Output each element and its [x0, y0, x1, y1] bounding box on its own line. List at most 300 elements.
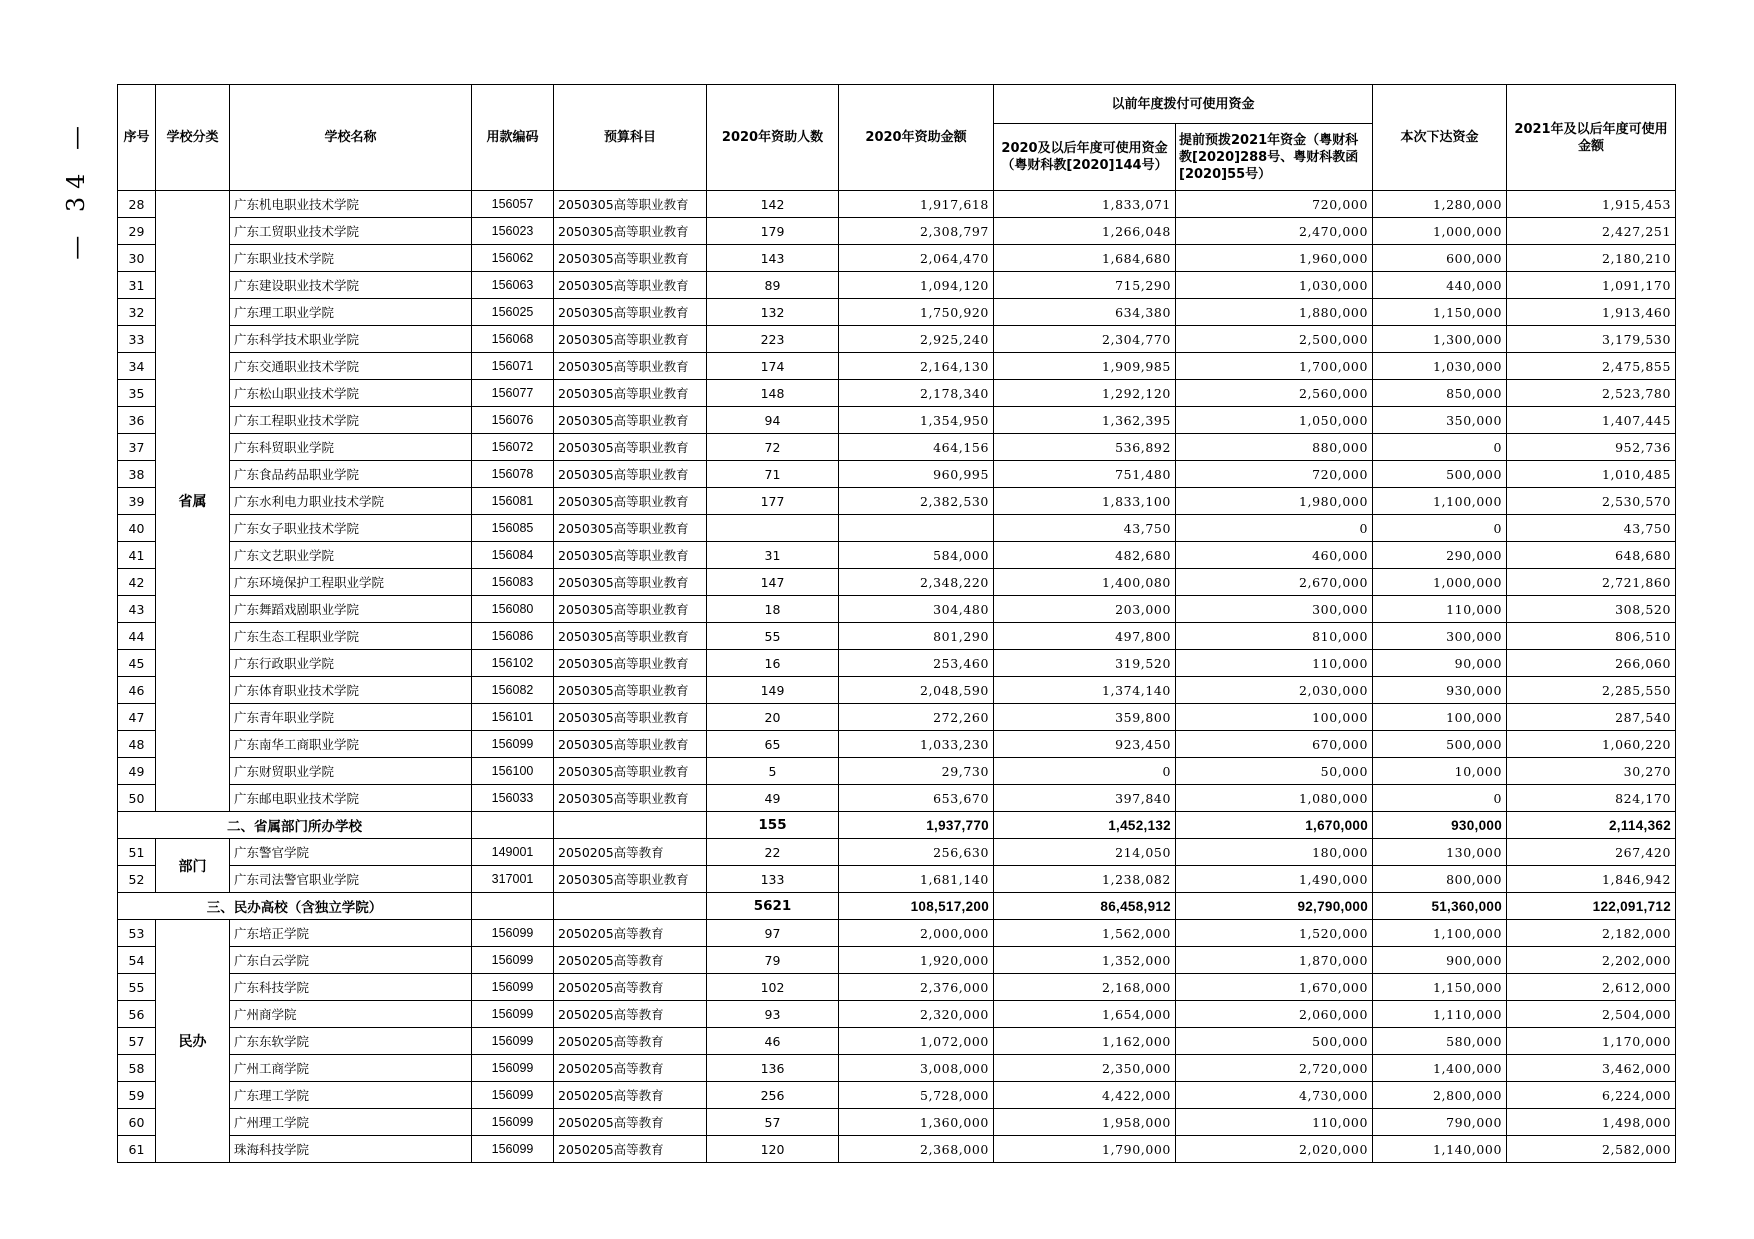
current-cell: 1,150,000 — [1373, 974, 1507, 1001]
future-cell: 2,182,000 — [1507, 920, 1676, 947]
school-name-cell: 广东南华工商职业学院 — [230, 731, 472, 758]
code-cell: 156062 — [472, 245, 554, 272]
amount-cell: 801,290 — [839, 623, 994, 650]
prior-a-cell: 715,290 — [994, 272, 1176, 299]
prior-a-cell: 4,422,000 — [994, 1082, 1176, 1109]
seq-cell: 58 — [118, 1055, 156, 1082]
amount-cell: 1,354,950 — [839, 407, 994, 434]
table-row — [118, 920, 1676, 947]
prior-a-cell: 1,362,395 — [994, 407, 1176, 434]
amount-cell: 2,376,000 — [839, 974, 994, 1001]
table-row — [118, 839, 1676, 866]
amount-cell: 2,382,530 — [839, 488, 994, 515]
seq-cell: 50 — [118, 785, 156, 812]
current-cell: 0 — [1373, 515, 1507, 542]
prior-a-cell: 1,958,000 — [994, 1109, 1176, 1136]
subtotal-prior-a: 1,452,132 — [994, 812, 1176, 839]
prior-a-cell: 536,892 — [994, 434, 1176, 461]
seq-cell: 48 — [118, 731, 156, 758]
future-cell: 2,202,000 — [1507, 947, 1676, 974]
people-cell: 22 — [707, 839, 839, 866]
people-cell: 179 — [707, 218, 839, 245]
prior-b-cell: 1,980,000 — [1176, 488, 1373, 515]
future-cell: 1,913,460 — [1507, 299, 1676, 326]
people-cell: 49 — [707, 785, 839, 812]
people-cell: 143 — [707, 245, 839, 272]
prior-b-cell: 880,000 — [1176, 434, 1373, 461]
category-cell: 省属 — [156, 191, 230, 812]
school-name-cell: 珠海科技学院 — [230, 1136, 472, 1163]
subtotal-current: 51,360,000 — [1373, 893, 1507, 920]
future-cell: 2,530,570 — [1507, 488, 1676, 515]
table-row — [118, 596, 1676, 623]
subtotal-amount: 1,937,770 — [839, 812, 994, 839]
seq-cell: 39 — [118, 488, 156, 515]
table-row — [118, 353, 1676, 380]
prior-b-cell: 1,080,000 — [1176, 785, 1373, 812]
code-cell: 156071 — [472, 353, 554, 380]
current-cell: 1,400,000 — [1373, 1055, 1507, 1082]
seq-cell: 55 — [118, 974, 156, 1001]
header-code: 用款编码 — [472, 85, 554, 191]
prior-a-cell: 1,562,000 — [994, 920, 1176, 947]
seq-cell: 30 — [118, 245, 156, 272]
prior-b-cell: 2,560,000 — [1176, 380, 1373, 407]
current-cell: 350,000 — [1373, 407, 1507, 434]
seq-cell: 56 — [118, 1001, 156, 1028]
current-cell: 600,000 — [1373, 245, 1507, 272]
subject-cell: 2050205高等教育 — [554, 1136, 707, 1163]
prior-a-cell: 2,350,000 — [994, 1055, 1176, 1082]
current-cell: 580,000 — [1373, 1028, 1507, 1055]
code-cell: 156101 — [472, 704, 554, 731]
code-cell: 156082 — [472, 677, 554, 704]
amount-cell: 2,064,470 — [839, 245, 994, 272]
prior-b-cell: 1,960,000 — [1176, 245, 1373, 272]
prior-a-cell: 1,684,680 — [994, 245, 1176, 272]
code-cell: 156083 — [472, 569, 554, 596]
people-cell: 55 — [707, 623, 839, 650]
people-cell: 136 — [707, 1055, 839, 1082]
category-cell: 民办 — [156, 920, 230, 1163]
subject-cell: 2050305高等职业教育 — [554, 488, 707, 515]
amount-cell: 2,308,797 — [839, 218, 994, 245]
subject-cell: 2050205高等教育 — [554, 1001, 707, 1028]
seq-cell: 52 — [118, 866, 156, 893]
code-cell: 156100 — [472, 758, 554, 785]
seq-cell: 37 — [118, 434, 156, 461]
subject-cell: 2050205高等教育 — [554, 974, 707, 1001]
code-cell: 156033 — [472, 785, 554, 812]
current-cell: 90,000 — [1373, 650, 1507, 677]
subject-cell: 2050305高等职业教育 — [554, 758, 707, 785]
school-name-cell: 广东培正学院 — [230, 920, 472, 947]
seq-cell: 28 — [118, 191, 156, 218]
code-cell: 156076 — [472, 407, 554, 434]
prior-a-cell: 497,800 — [994, 623, 1176, 650]
people-cell: 5 — [707, 758, 839, 785]
prior-b-cell: 4,730,000 — [1176, 1082, 1373, 1109]
table-row — [118, 650, 1676, 677]
future-cell: 266,060 — [1507, 650, 1676, 677]
future-cell: 30,270 — [1507, 758, 1676, 785]
people-cell: 147 — [707, 569, 839, 596]
future-cell: 1,091,170 — [1507, 272, 1676, 299]
header-amount-2020: 2020年资助金额 — [839, 85, 994, 191]
current-cell: 110,000 — [1373, 596, 1507, 623]
table-row — [118, 731, 1676, 758]
prior-b-cell: 180,000 — [1176, 839, 1373, 866]
seq-cell: 41 — [118, 542, 156, 569]
amount-cell: 2,048,590 — [839, 677, 994, 704]
subtotal-current: 930,000 — [1373, 812, 1507, 839]
seq-cell: 54 — [118, 947, 156, 974]
header-row-1 — [118, 85, 1676, 124]
seq-cell: 40 — [118, 515, 156, 542]
current-cell: 0 — [1373, 785, 1507, 812]
school-name-cell: 广州商学院 — [230, 1001, 472, 1028]
prior-b-cell: 2,670,000 — [1176, 569, 1373, 596]
code-cell: 156023 — [472, 218, 554, 245]
amount-cell: 253,460 — [839, 650, 994, 677]
amount-cell: 1,750,920 — [839, 299, 994, 326]
prior-b-cell: 0 — [1176, 515, 1373, 542]
people-cell: 148 — [707, 380, 839, 407]
code-cell: 156080 — [472, 596, 554, 623]
subtotal-code — [472, 812, 554, 839]
people-cell: 89 — [707, 272, 839, 299]
people-cell: 133 — [707, 866, 839, 893]
prior-a-cell: 1,374,140 — [994, 677, 1176, 704]
seq-cell: 57 — [118, 1028, 156, 1055]
prior-b-cell: 110,000 — [1176, 650, 1373, 677]
code-cell: 156086 — [472, 623, 554, 650]
header-current: 本次下达资金 — [1373, 85, 1507, 191]
current-cell: 130,000 — [1373, 839, 1507, 866]
future-cell: 2,582,000 — [1507, 1136, 1676, 1163]
subtotal-future: 2,114,362 — [1507, 812, 1676, 839]
amount-cell: 5,728,000 — [839, 1082, 994, 1109]
school-name-cell: 广东水利电力职业技术学院 — [230, 488, 472, 515]
amount-cell: 653,670 — [839, 785, 994, 812]
subtotal-people: 155 — [707, 812, 839, 839]
prior-a-cell: 214,050 — [994, 839, 1176, 866]
subject-cell: 2050205高等教育 — [554, 947, 707, 974]
school-name-cell: 广东财贸职业学院 — [230, 758, 472, 785]
table-row — [118, 434, 1676, 461]
school-name-cell: 广东司法警官职业学院 — [230, 866, 472, 893]
prior-b-cell: 1,870,000 — [1176, 947, 1373, 974]
seq-cell: 42 — [118, 569, 156, 596]
seq-cell: 33 — [118, 326, 156, 353]
subtotal-amount: 108,517,200 — [839, 893, 994, 920]
subtotal-future: 122,091,712 — [1507, 893, 1676, 920]
people-cell: 79 — [707, 947, 839, 974]
current-cell: 1,300,000 — [1373, 326, 1507, 353]
prior-a-cell: 319,520 — [994, 650, 1176, 677]
header-prior-a: 2020及以后年度可使用资金（粤财科教[2020]144号） — [994, 124, 1176, 191]
subtotal-row — [118, 893, 1676, 920]
code-cell: 156099 — [472, 1082, 554, 1109]
current-cell: 1,000,000 — [1373, 569, 1507, 596]
people-cell — [707, 515, 839, 542]
amount-cell: 2,164,130 — [839, 353, 994, 380]
future-cell: 267,420 — [1507, 839, 1676, 866]
prior-b-cell: 2,500,000 — [1176, 326, 1373, 353]
people-cell: 149 — [707, 677, 839, 704]
amount-cell: 1,681,140 — [839, 866, 994, 893]
prior-b-cell: 1,700,000 — [1176, 353, 1373, 380]
future-cell: 2,612,000 — [1507, 974, 1676, 1001]
people-cell: 256 — [707, 1082, 839, 1109]
subtotal-label: 二、省属部门所办学校 — [118, 812, 472, 839]
current-cell: 900,000 — [1373, 947, 1507, 974]
seq-cell: 61 — [118, 1136, 156, 1163]
code-cell: 156063 — [472, 272, 554, 299]
prior-b-cell: 2,060,000 — [1176, 1001, 1373, 1028]
subject-cell: 2050305高等职业教育 — [554, 731, 707, 758]
future-cell: 3,179,530 — [1507, 326, 1676, 353]
people-cell: 72 — [707, 434, 839, 461]
subtotal-people: 5621 — [707, 893, 839, 920]
people-cell: 93 — [707, 1001, 839, 1028]
prior-a-cell: 0 — [994, 758, 1176, 785]
prior-a-cell: 1,909,985 — [994, 353, 1176, 380]
prior-b-cell: 110,000 — [1176, 1109, 1373, 1136]
amount-cell: 1,094,120 — [839, 272, 994, 299]
prior-a-cell: 923,450 — [994, 731, 1176, 758]
people-cell: 174 — [707, 353, 839, 380]
current-cell: 500,000 — [1373, 461, 1507, 488]
current-cell: 10,000 — [1373, 758, 1507, 785]
school-name-cell: 广东生态工程职业学院 — [230, 623, 472, 650]
subtotal-subject — [554, 893, 707, 920]
seq-cell: 49 — [118, 758, 156, 785]
future-cell: 2,504,000 — [1507, 1001, 1676, 1028]
people-cell: 65 — [707, 731, 839, 758]
school-name-cell: 广东青年职业学院 — [230, 704, 472, 731]
school-name-cell: 广东邮电职业技术学院 — [230, 785, 472, 812]
people-cell: 71 — [707, 461, 839, 488]
category-cell: 部门 — [156, 839, 230, 893]
future-cell: 806,510 — [1507, 623, 1676, 650]
people-cell: 177 — [707, 488, 839, 515]
code-cell: 156099 — [472, 1136, 554, 1163]
school-name-cell: 广东职业技术学院 — [230, 245, 472, 272]
subject-cell: 2050305高等职业教育 — [554, 299, 707, 326]
table-row — [118, 1082, 1676, 1109]
prior-a-cell: 1,654,000 — [994, 1001, 1176, 1028]
prior-b-cell: 100,000 — [1176, 704, 1373, 731]
future-cell: 2,285,550 — [1507, 677, 1676, 704]
amount-cell: 2,178,340 — [839, 380, 994, 407]
amount-cell: 3,008,000 — [839, 1055, 994, 1082]
code-cell: 317001 — [472, 866, 554, 893]
prior-a-cell: 397,840 — [994, 785, 1176, 812]
future-cell: 1,170,000 — [1507, 1028, 1676, 1055]
seq-cell: 38 — [118, 461, 156, 488]
subject-cell: 2050305高等职业教育 — [554, 326, 707, 353]
people-cell: 94 — [707, 407, 839, 434]
school-name-cell: 广州工商学院 — [230, 1055, 472, 1082]
seq-cell: 59 — [118, 1082, 156, 1109]
table-row — [118, 461, 1676, 488]
future-cell: 1,498,000 — [1507, 1109, 1676, 1136]
school-name-cell: 广东东软学院 — [230, 1028, 472, 1055]
table-row — [118, 245, 1676, 272]
subtotal-prior-b: 1,670,000 — [1176, 812, 1373, 839]
current-cell: 850,000 — [1373, 380, 1507, 407]
prior-b-cell: 720,000 — [1176, 191, 1373, 218]
current-cell: 2,800,000 — [1373, 1082, 1507, 1109]
current-cell: 1,140,000 — [1373, 1136, 1507, 1163]
header-prior-group: 以前年度拨付可使用资金 — [994, 85, 1373, 124]
school-name-cell: 广东科学技术职业学院 — [230, 326, 472, 353]
people-cell: 102 — [707, 974, 839, 1001]
prior-a-cell: 359,800 — [994, 704, 1176, 731]
prior-b-cell: 1,030,000 — [1176, 272, 1373, 299]
prior-b-cell: 810,000 — [1176, 623, 1373, 650]
school-name-cell: 广东舞蹈戏剧职业学院 — [230, 596, 472, 623]
table-row — [118, 1028, 1676, 1055]
current-cell: 300,000 — [1373, 623, 1507, 650]
prior-a-cell: 43,750 — [994, 515, 1176, 542]
prior-a-cell: 1,833,100 — [994, 488, 1176, 515]
future-cell: 952,736 — [1507, 434, 1676, 461]
prior-b-cell: 500,000 — [1176, 1028, 1373, 1055]
current-cell: 1,110,000 — [1373, 1001, 1507, 1028]
current-cell: 930,000 — [1373, 677, 1507, 704]
current-cell: 500,000 — [1373, 731, 1507, 758]
future-cell: 2,721,860 — [1507, 569, 1676, 596]
subject-cell: 2050205高等教育 — [554, 1055, 707, 1082]
prior-a-cell: 2,304,770 — [994, 326, 1176, 353]
subject-cell: 2050305高等职业教育 — [554, 461, 707, 488]
current-cell: 1,030,000 — [1373, 353, 1507, 380]
seq-cell: 34 — [118, 353, 156, 380]
school-name-cell: 广东理工学院 — [230, 1082, 472, 1109]
school-name-cell: 广东环境保护工程职业学院 — [230, 569, 472, 596]
subject-cell: 2050305高等职业教育 — [554, 353, 707, 380]
header-category: 学校分类 — [156, 85, 230, 191]
people-cell: 142 — [707, 191, 839, 218]
prior-a-cell: 1,833,071 — [994, 191, 1176, 218]
school-name-cell: 广东文艺职业学院 — [230, 542, 472, 569]
school-name-cell: 广东行政职业学院 — [230, 650, 472, 677]
prior-b-cell: 1,670,000 — [1176, 974, 1373, 1001]
school-name-cell: 广东女子职业技术学院 — [230, 515, 472, 542]
table-row — [118, 326, 1676, 353]
current-cell: 1,000,000 — [1373, 218, 1507, 245]
subject-cell: 2050305高等职业教育 — [554, 380, 707, 407]
future-cell: 648,680 — [1507, 542, 1676, 569]
header-school: 学校名称 — [230, 85, 472, 191]
prior-a-cell: 634,380 — [994, 299, 1176, 326]
amount-cell: 1,033,230 — [839, 731, 994, 758]
amount-cell: 256,630 — [839, 839, 994, 866]
seq-cell: 53 — [118, 920, 156, 947]
header-prior-b: 提前预拨2021年资金（粤财科教[2020]288号、粤财科教函[2020]55号） — [1176, 124, 1373, 191]
seq-cell: 60 — [118, 1109, 156, 1136]
prior-b-cell: 2,720,000 — [1176, 1055, 1373, 1082]
seq-cell: 29 — [118, 218, 156, 245]
code-cell: 156099 — [472, 1001, 554, 1028]
future-cell: 1,060,220 — [1507, 731, 1676, 758]
code-cell: 156099 — [472, 731, 554, 758]
seq-cell: 46 — [118, 677, 156, 704]
future-cell: 308,520 — [1507, 596, 1676, 623]
table-row — [118, 515, 1676, 542]
people-cell: 57 — [707, 1109, 839, 1136]
code-cell: 156025 — [472, 299, 554, 326]
header-subject: 预算科目 — [554, 85, 707, 191]
people-cell: 132 — [707, 299, 839, 326]
school-name-cell: 广东交通职业技术学院 — [230, 353, 472, 380]
prior-a-cell: 1,266,048 — [994, 218, 1176, 245]
amount-cell: 1,072,000 — [839, 1028, 994, 1055]
amount-cell: 2,320,000 — [839, 1001, 994, 1028]
table-row — [118, 785, 1676, 812]
prior-b-cell: 2,470,000 — [1176, 218, 1373, 245]
subtotal-subject — [554, 812, 707, 839]
prior-a-cell: 1,238,082 — [994, 866, 1176, 893]
prior-a-cell: 1,352,000 — [994, 947, 1176, 974]
prior-a-cell: 1,400,080 — [994, 569, 1176, 596]
school-name-cell: 广东科贸职业学院 — [230, 434, 472, 461]
subtotal-row — [118, 812, 1676, 839]
subject-cell: 2050205高等教育 — [554, 1028, 707, 1055]
people-cell: 97 — [707, 920, 839, 947]
table-row — [118, 623, 1676, 650]
prior-a-cell: 1,162,000 — [994, 1028, 1176, 1055]
future-cell: 1,915,453 — [1507, 191, 1676, 218]
subject-cell: 2050305高等职业教育 — [554, 407, 707, 434]
prior-a-cell: 2,168,000 — [994, 974, 1176, 1001]
amount-cell: 272,260 — [839, 704, 994, 731]
people-cell: 18 — [707, 596, 839, 623]
code-cell: 156099 — [472, 920, 554, 947]
amount-cell: 1,360,000 — [839, 1109, 994, 1136]
amount-cell: 1,917,618 — [839, 191, 994, 218]
table-row — [118, 1136, 1676, 1163]
table-row — [118, 704, 1676, 731]
amount-cell — [839, 515, 994, 542]
seq-cell: 31 — [118, 272, 156, 299]
seq-cell: 35 — [118, 380, 156, 407]
current-cell: 800,000 — [1373, 866, 1507, 893]
subject-cell: 2050305高等职业教育 — [554, 704, 707, 731]
subject-cell: 2050305高等职业教育 — [554, 569, 707, 596]
prior-a-cell: 203,000 — [994, 596, 1176, 623]
subject-cell: 2050205高等教育 — [554, 1109, 707, 1136]
prior-b-cell: 720,000 — [1176, 461, 1373, 488]
subject-cell: 2050305高等职业教育 — [554, 650, 707, 677]
prior-b-cell: 460,000 — [1176, 542, 1373, 569]
current-cell: 0 — [1373, 434, 1507, 461]
school-name-cell: 广东食品药品职业学院 — [230, 461, 472, 488]
school-name-cell: 广东工程职业技术学院 — [230, 407, 472, 434]
subject-cell: 2050305高等职业教育 — [554, 245, 707, 272]
subtotal-prior-b: 92,790,000 — [1176, 893, 1373, 920]
current-cell: 1,150,000 — [1373, 299, 1507, 326]
subtotal-code — [472, 893, 554, 920]
prior-b-cell: 1,490,000 — [1176, 866, 1373, 893]
future-cell: 287,540 — [1507, 704, 1676, 731]
seq-cell: 51 — [118, 839, 156, 866]
table-row — [118, 677, 1676, 704]
seq-cell: 45 — [118, 650, 156, 677]
school-name-cell: 广东体育职业技术学院 — [230, 677, 472, 704]
